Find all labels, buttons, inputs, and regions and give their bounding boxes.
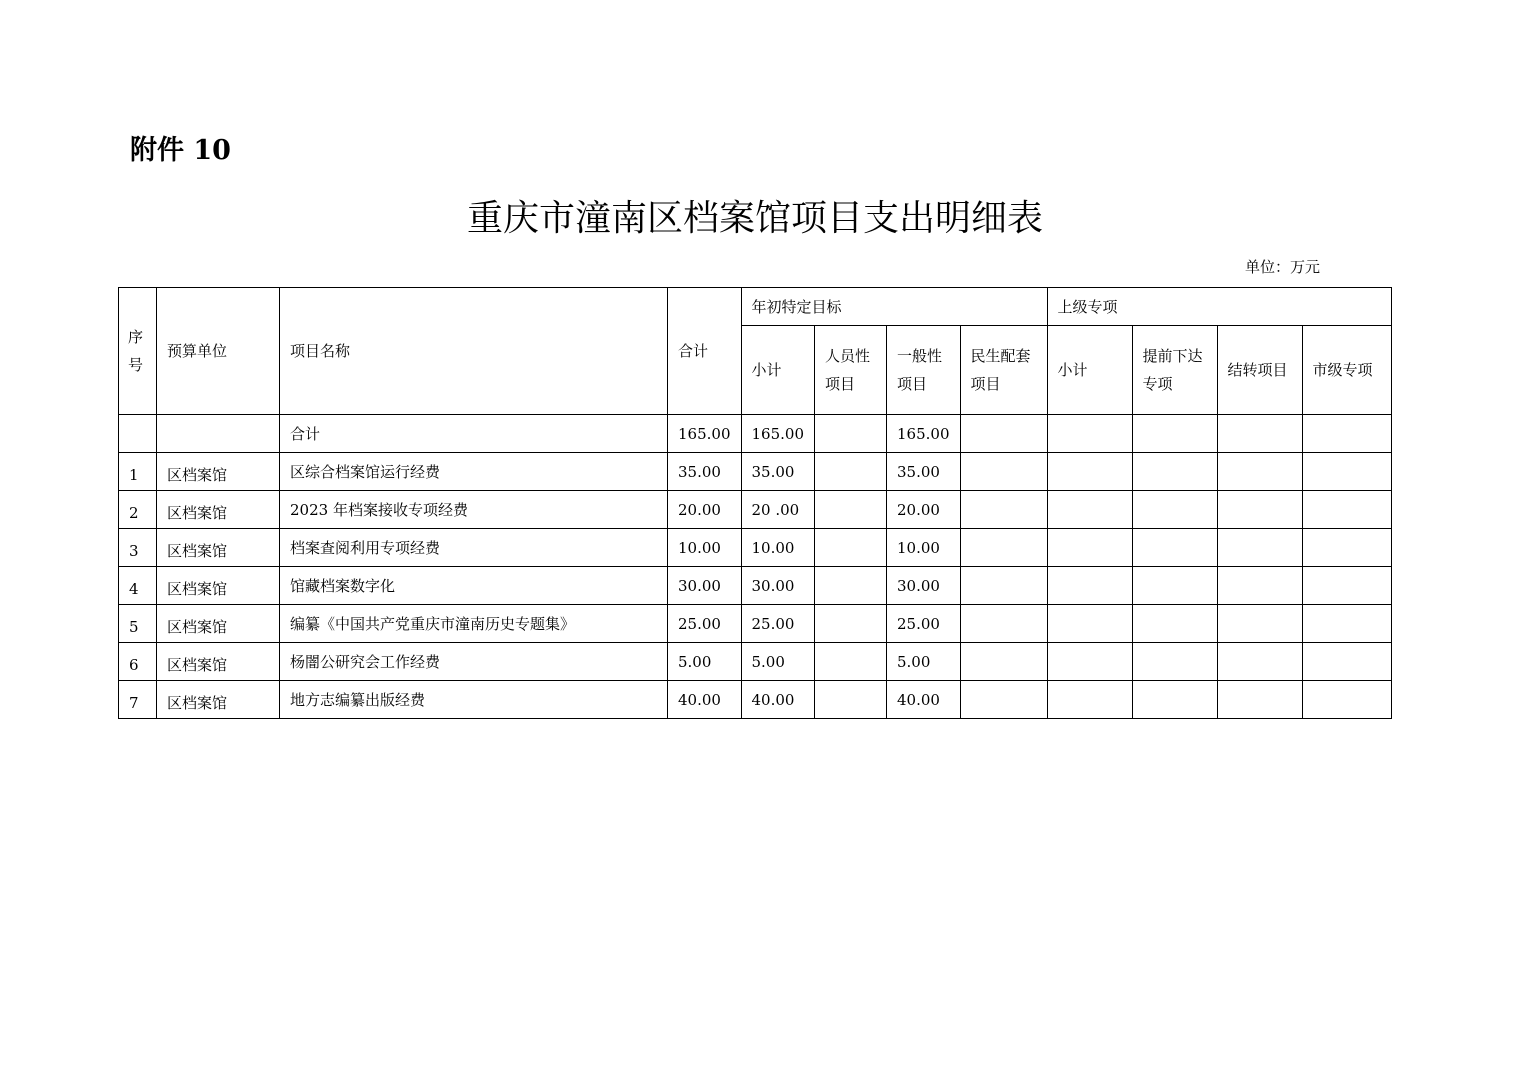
header-group-superior: 上级专项 xyxy=(1047,288,1391,326)
cell-city xyxy=(1302,643,1391,681)
cell-project-name: 档案查阅利用专项经费 xyxy=(280,529,668,567)
cell-annual-subtotal: 35.00 xyxy=(741,453,815,491)
header-total: 合计 xyxy=(668,288,742,415)
cell-livelihood xyxy=(960,415,1047,453)
cell-carryover xyxy=(1217,681,1302,719)
cell-budget-unit: 区档案馆 xyxy=(157,529,280,567)
expenditure-table xyxy=(118,287,1392,719)
cell-total: 40.00 xyxy=(668,681,742,719)
cell-annual-subtotal: 40.00 xyxy=(741,681,815,719)
cell-annual-subtotal: 5.00 xyxy=(741,643,815,681)
cell-budget-unit xyxy=(157,415,280,453)
cell-city xyxy=(1302,529,1391,567)
cell-city xyxy=(1302,453,1391,491)
cell-project-name: 2023 年档案接收专项经费 xyxy=(280,491,668,529)
cell-city xyxy=(1302,567,1391,605)
cell-seq: 7 xyxy=(119,681,157,719)
cell-advance xyxy=(1132,491,1217,529)
cell-livelihood xyxy=(960,567,1047,605)
cell-project-name: 编纂《中国共产党重庆市潼南历史专题集》 xyxy=(280,605,668,643)
cell-advance xyxy=(1132,567,1217,605)
cell-total: 5.00 xyxy=(668,643,742,681)
cell-superior-subtotal xyxy=(1047,567,1132,605)
cell-general: 30.00 xyxy=(887,567,961,605)
table-row xyxy=(119,605,1392,643)
cell-personnel xyxy=(815,681,887,719)
table-row xyxy=(119,529,1392,567)
cell-annual-subtotal: 30.00 xyxy=(741,567,815,605)
cell-seq: 6 xyxy=(119,643,157,681)
cell-total: 10.00 xyxy=(668,529,742,567)
cell-budget-unit: 区档案馆 xyxy=(157,605,280,643)
header-superior-subtotal: 小计 xyxy=(1047,326,1132,415)
cell-general: 40.00 xyxy=(887,681,961,719)
table-row xyxy=(119,567,1392,605)
cell-project-name: 区综合档案馆运行经费 xyxy=(280,453,668,491)
table-row xyxy=(119,491,1392,529)
cell-annual-subtotal: 25.00 xyxy=(741,605,815,643)
cell-advance xyxy=(1132,681,1217,719)
cell-superior-subtotal xyxy=(1047,605,1132,643)
total-row xyxy=(119,415,1392,453)
unit-label: 单位：万元 xyxy=(1245,258,1321,276)
cell-personnel xyxy=(815,567,887,605)
cell-general: 5.00 xyxy=(887,643,961,681)
cell-superior-subtotal xyxy=(1047,529,1132,567)
cell-total: 20.00 xyxy=(668,491,742,529)
cell-general: 165.00 xyxy=(887,415,961,453)
cell-budget-unit: 区档案馆 xyxy=(157,453,280,491)
cell-personnel xyxy=(815,491,887,529)
cell-carryover xyxy=(1217,415,1302,453)
cell-carryover xyxy=(1217,567,1302,605)
header-carryover: 结转项目 xyxy=(1217,326,1302,415)
header-group-annual: 年初特定目标 xyxy=(741,288,1047,326)
header-seq: 序号 xyxy=(119,288,157,415)
cell-project-name: 地方志编纂出版经费 xyxy=(280,681,668,719)
cell-city xyxy=(1302,681,1391,719)
cell-livelihood xyxy=(960,491,1047,529)
cell-general: 35.00 xyxy=(887,453,961,491)
header-row-1 xyxy=(119,288,1392,326)
cell-budget-unit: 区档案馆 xyxy=(157,681,280,719)
cell-project-name: 馆藏档案数字化 xyxy=(280,567,668,605)
cell-carryover xyxy=(1217,453,1302,491)
cell-seq: 5 xyxy=(119,605,157,643)
cell-advance xyxy=(1132,529,1217,567)
cell-city xyxy=(1302,415,1391,453)
cell-advance xyxy=(1132,415,1217,453)
cell-carryover xyxy=(1217,491,1302,529)
cell-carryover xyxy=(1217,643,1302,681)
cell-budget-unit: 区档案馆 xyxy=(157,567,280,605)
cell-general: 20.00 xyxy=(887,491,961,529)
cell-seq: 4 xyxy=(119,567,157,605)
header-advance: 提前下达专项 xyxy=(1132,326,1217,415)
cell-general: 10.00 xyxy=(887,529,961,567)
cell-city xyxy=(1302,605,1391,643)
cell-advance xyxy=(1132,453,1217,491)
cell-livelihood xyxy=(960,605,1047,643)
header-livelihood: 民生配套项目 xyxy=(960,326,1047,415)
cell-livelihood xyxy=(960,681,1047,719)
cell-personnel xyxy=(815,529,887,567)
header-project-name: 项目名称 xyxy=(280,288,668,415)
cell-seq xyxy=(119,415,157,453)
cell-carryover xyxy=(1217,605,1302,643)
cell-general: 25.00 xyxy=(887,605,961,643)
cell-personnel xyxy=(815,643,887,681)
cell-budget-unit: 区档案馆 xyxy=(157,643,280,681)
cell-annual-subtotal: 165.00 xyxy=(741,415,815,453)
header-personnel: 人员性项目 xyxy=(815,326,887,415)
cell-total: 165.00 xyxy=(668,415,742,453)
attachment-label: 附件 10 xyxy=(130,135,231,166)
cell-advance xyxy=(1132,605,1217,643)
cell-superior-subtotal xyxy=(1047,681,1132,719)
cell-livelihood xyxy=(960,529,1047,567)
cell-personnel xyxy=(815,415,887,453)
table-row xyxy=(119,453,1392,491)
header-general: 一般性项目 xyxy=(887,326,961,415)
cell-superior-subtotal xyxy=(1047,453,1132,491)
cell-total: 35.00 xyxy=(668,453,742,491)
cell-budget-unit: 区档案馆 xyxy=(157,491,280,529)
cell-city xyxy=(1302,491,1391,529)
table-row xyxy=(119,643,1392,681)
cell-total: 30.00 xyxy=(668,567,742,605)
cell-livelihood xyxy=(960,453,1047,491)
page-title: 重庆市潼南区档案馆项目支出明细表 xyxy=(466,198,1043,239)
cell-seq: 1 xyxy=(119,453,157,491)
cell-superior-subtotal xyxy=(1047,643,1132,681)
cell-superior-subtotal xyxy=(1047,491,1132,529)
cell-livelihood xyxy=(960,643,1047,681)
cell-annual-subtotal: 10.00 xyxy=(741,529,815,567)
cell-annual-subtotal: 20 .00 xyxy=(741,491,815,529)
cell-project-name: 合计 xyxy=(280,415,668,453)
header-annual-subtotal: 小计 xyxy=(741,326,815,415)
cell-seq: 3 xyxy=(119,529,157,567)
table-row xyxy=(119,681,1392,719)
cell-superior-subtotal xyxy=(1047,415,1132,453)
cell-personnel xyxy=(815,605,887,643)
cell-carryover xyxy=(1217,529,1302,567)
cell-project-name: 杨闇公研究会工作经费 xyxy=(280,643,668,681)
cell-personnel xyxy=(815,453,887,491)
cell-advance xyxy=(1132,643,1217,681)
cell-total: 25.00 xyxy=(668,605,742,643)
header-city: 市级专项 xyxy=(1302,326,1391,415)
cell-seq: 2 xyxy=(119,491,157,529)
header-budget-unit: 预算单位 xyxy=(157,288,280,415)
